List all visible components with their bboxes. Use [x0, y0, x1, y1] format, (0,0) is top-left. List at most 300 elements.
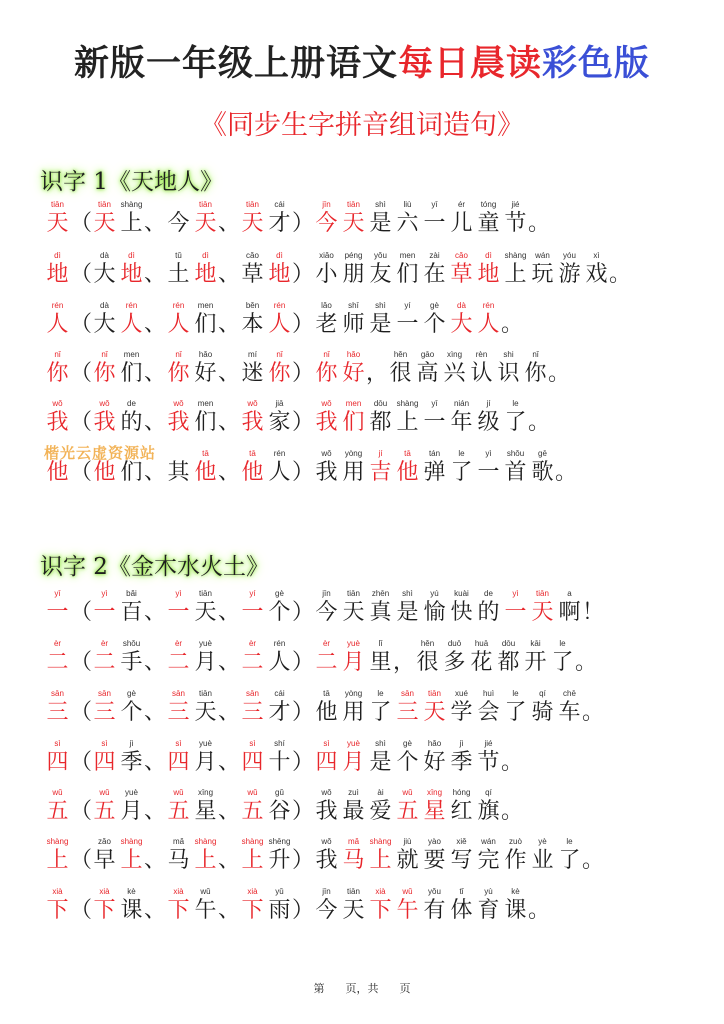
pinyin-label: yí [249, 589, 256, 598]
pinyin-label: rén [125, 301, 138, 310]
target-char [44, 788, 71, 826]
example-sentence [313, 689, 603, 727]
hanzi-char: ） [292, 750, 315, 775]
separator [145, 639, 165, 677]
hanzi-char: 六 [396, 211, 419, 236]
open-paren [71, 689, 91, 727]
hanzi-with-pinyin [266, 837, 293, 875]
hanzi-with-pinyin [165, 788, 192, 826]
target-char [44, 589, 71, 627]
hanzi-char: ， [393, 650, 416, 675]
pinyin-label: xià [99, 887, 110, 896]
punctuation [293, 350, 313, 388]
example-sentence [313, 251, 630, 289]
title-part-black: 新版一年级上册语文 [73, 44, 398, 84]
hanzi-with-pinyin [192, 837, 219, 875]
close-paren [293, 251, 313, 289]
section-heading: 识字 2《金木水火土》 [40, 554, 269, 580]
hanzi-char: 一 [396, 312, 419, 337]
hanzi-char: （ [70, 799, 93, 824]
pinyin-label: sì [249, 739, 256, 748]
pinyin-label: huì [482, 689, 495, 698]
pinyin-label: rén [273, 639, 286, 648]
hanzi-char: 百 [120, 600, 143, 625]
pinyin-label: jiù [403, 837, 412, 846]
pinyin-label: tóng [480, 200, 497, 209]
hanzi-char: 兴 [443, 361, 466, 386]
hanzi-with-pinyin [165, 200, 192, 238]
hanzi-char: 、 [144, 410, 167, 435]
pinyin-label: wǒ [321, 399, 332, 408]
word-3 [239, 449, 293, 487]
hanzi-char: 、 [144, 650, 167, 675]
pinyin-label: tiān [347, 200, 360, 209]
word-1 [91, 639, 145, 677]
target-char [44, 837, 71, 875]
hanzi-with-pinyin [387, 350, 414, 388]
hanzi-with-pinyin [495, 639, 522, 677]
hanzi-char: 下 [46, 898, 69, 923]
pinyin-label: a [567, 589, 572, 598]
hanzi-with-pinyin [91, 639, 118, 677]
hanzi-char: 天 [531, 600, 554, 625]
hanzi-with-pinyin [340, 689, 367, 727]
hanzi-char: 天 [423, 700, 446, 725]
hanzi-char: 就 [396, 848, 419, 873]
punctuation [219, 251, 239, 289]
hanzi-with-pinyin [448, 301, 475, 339]
separator [219, 399, 239, 437]
pinyin-label: shàng [120, 837, 143, 846]
pinyin-label: tiān [199, 689, 212, 698]
hanzi-with-pinyin [44, 837, 71, 875]
pinyin-label: men [345, 399, 362, 408]
hanzi-with-pinyin [118, 837, 145, 875]
hanzi-with-pinyin [421, 589, 448, 627]
punctuation [529, 200, 549, 238]
hanzi-with-pinyin [367, 837, 394, 875]
hanzi-char: ） [292, 361, 315, 386]
hanzi-char: 上 [504, 262, 527, 287]
hanzi-with-pinyin [192, 887, 219, 925]
page-title [0, 36, 724, 86]
punctuation [71, 689, 91, 727]
hanzi-char: 午 [396, 898, 419, 923]
hanzi-char: 我 [241, 410, 264, 435]
punctuation [145, 301, 165, 339]
hanzi-char: 。 [501, 312, 524, 337]
hanzi-char: 我 [167, 410, 190, 435]
pinyin-label: wǒ [321, 788, 332, 797]
hanzi-with-pinyin [118, 887, 145, 925]
hanzi-char: 我 [315, 460, 338, 485]
pinyin-label: jí [486, 399, 491, 408]
hanzi-char: ） [292, 650, 315, 675]
hanzi-char: 、 [218, 211, 241, 236]
punctuation [71, 200, 91, 238]
open-paren [71, 399, 91, 437]
separator [219, 788, 239, 826]
hanzi-char: 迷 [241, 361, 264, 386]
pinyin-label: le [458, 449, 465, 458]
hanzi-with-pinyin [475, 887, 502, 925]
hanzi-char: 红 [450, 799, 473, 824]
hanzi-char: 季 [120, 750, 143, 775]
hanzi-char: 爱 [369, 799, 392, 824]
pinyin-label: shēng [268, 837, 291, 846]
hanzi-char: 大 [93, 312, 116, 337]
pinyin-label: ài [377, 788, 384, 797]
hanzi-with-pinyin [529, 449, 556, 487]
punctuation [219, 887, 239, 925]
hanzi-char: 游 [558, 262, 581, 287]
hanzi-with-pinyin [421, 251, 448, 289]
word-1 [91, 837, 145, 875]
word-1 [91, 251, 145, 289]
open-paren [71, 200, 91, 238]
hanzi-char: 。 [582, 700, 605, 725]
pinyin-label: shàng [194, 837, 217, 846]
hanzi-with-pinyin [394, 739, 421, 777]
hanzi-char: 玩 [531, 262, 554, 287]
hanzi-with-pinyin [340, 788, 367, 826]
hanzi-with-pinyin [529, 251, 556, 289]
pinyin-label: tǐ [459, 887, 464, 896]
vocab-row [44, 735, 522, 777]
hanzi-with-pinyin [165, 589, 192, 627]
target-char [44, 350, 71, 388]
hanzi-with-pinyin [367, 639, 394, 677]
hanzi-with-pinyin [340, 837, 367, 875]
hanzi-with-pinyin [192, 449, 219, 487]
pinyin-label: zǎo [98, 837, 111, 846]
punctuation [71, 788, 91, 826]
pinyin-label: yī [431, 399, 438, 408]
punctuation [293, 887, 313, 925]
hanzi-char: 你 [46, 361, 69, 386]
punctuation [145, 589, 165, 627]
hanzi-char: 上 [46, 848, 69, 873]
word-1 [91, 689, 145, 727]
hanzi-char: 地 [120, 262, 143, 287]
hanzi-with-pinyin [340, 589, 367, 627]
punctuation [219, 200, 239, 238]
hanzi-with-pinyin [394, 399, 421, 437]
pinyin-label: èr [174, 639, 183, 648]
pinyin-label: rén [172, 301, 185, 310]
hanzi-with-pinyin [91, 399, 118, 437]
hanzi-char: 。 [582, 848, 605, 873]
punctuation [367, 350, 387, 388]
pinyin-label: sì [54, 739, 61, 748]
separator [145, 837, 165, 875]
hanzi-with-pinyin [340, 739, 367, 777]
pinyin-label: kāi [530, 639, 541, 648]
hanzi-char: 上 [194, 848, 217, 873]
pinyin-label: jí [378, 449, 383, 458]
hanzi-char: 、 [144, 750, 167, 775]
pinyin-label: xià [375, 887, 386, 896]
separator [219, 200, 239, 238]
word-3 [239, 200, 293, 238]
pinyin-label: xué [455, 689, 468, 698]
punctuation [145, 739, 165, 777]
hanzi-with-pinyin [118, 251, 145, 289]
punctuation [293, 639, 313, 677]
hanzi-with-pinyin [394, 788, 421, 826]
pinyin-label: tán [428, 449, 441, 458]
hanzi-char: 季 [450, 750, 473, 775]
hanzi-with-pinyin [367, 200, 394, 238]
hanzi-with-pinyin [583, 251, 610, 289]
pinyin-label: zài [429, 251, 440, 260]
hanzi-char: ） [292, 898, 315, 923]
hanzi-char: 是 [369, 211, 392, 236]
vocab-row [44, 685, 603, 727]
punctuation [583, 689, 603, 727]
hanzi-char: 人 [268, 312, 291, 337]
pinyin-label: xiě [456, 837, 467, 846]
pinyin-label: yòng [344, 689, 363, 698]
pinyin-label: yī [431, 200, 438, 209]
hanzi-char: 儿 [450, 211, 473, 236]
punctuation [219, 301, 239, 339]
punctuation [502, 739, 522, 777]
punctuation [293, 837, 313, 875]
pinyin-label: gè [275, 589, 284, 598]
vocab-row [44, 297, 522, 339]
hanzi-char: 啊 [558, 600, 581, 625]
hanzi-char: 们 [194, 410, 217, 435]
page-subtitle: 《同步生字拼音组词造句》 [200, 110, 524, 141]
hanzi-char: （ [70, 848, 93, 873]
hanzi-char: 、 [218, 750, 241, 775]
hanzi-with-pinyin [44, 589, 71, 627]
hanzi-char: 二 [167, 650, 190, 675]
hanzi-with-pinyin [239, 639, 266, 677]
hanzi-char: 人 [120, 312, 143, 337]
pinyin-label: yì [485, 449, 492, 458]
hanzi-with-pinyin [91, 837, 118, 875]
pinyin-label: tiān [199, 200, 212, 209]
hanzi-char: 骑 [531, 700, 554, 725]
separator [145, 689, 165, 727]
pinyin-label: jié [484, 739, 493, 748]
hanzi-char: 你 [524, 361, 547, 386]
hanzi-char: 下 [241, 898, 264, 923]
hanzi-char: 下 [369, 898, 392, 923]
pinyin-label: èr [100, 639, 109, 648]
hanzi-char: 都 [497, 650, 520, 675]
hanzi-with-pinyin [475, 837, 502, 875]
hanzi-with-pinyin [394, 449, 421, 487]
hanzi-with-pinyin [556, 689, 583, 727]
open-paren [71, 739, 91, 777]
pinyin-label: jì [129, 739, 134, 748]
hanzi-with-pinyin [91, 589, 118, 627]
hanzi-char: 、 [144, 361, 167, 386]
pinyin-label: rèn [475, 350, 488, 359]
example-sentence [313, 399, 549, 437]
pinyin-label: xì [593, 251, 600, 260]
pinyin-label: sān [246, 689, 259, 698]
pinyin-label: yú [430, 589, 439, 598]
hanzi-char: ） [292, 211, 315, 236]
pinyin-label: mǎ [347, 837, 360, 846]
pinyin-label: bǎi [126, 589, 137, 598]
hanzi-char: 、 [218, 600, 241, 625]
word-2 [165, 449, 219, 487]
hanzi-char: 、 [144, 600, 167, 625]
hanzi-with-pinyin [502, 589, 529, 627]
hanzi-with-pinyin [266, 301, 293, 339]
pinyin-label: kuài [454, 589, 469, 598]
punctuation [71, 739, 91, 777]
hanzi-char: 四 [241, 750, 264, 775]
separator [145, 887, 165, 925]
pinyin-label: wǒ [321, 837, 332, 846]
hanzi-with-pinyin [91, 350, 118, 388]
hanzi-char: （ [70, 361, 93, 386]
hanzi-char: 一 [423, 410, 446, 435]
hanzi-char: 、 [144, 700, 167, 725]
hanzi-char: ） [292, 799, 315, 824]
pinyin-label: tā [323, 689, 330, 698]
pinyin-label: le [566, 837, 573, 846]
hanzi-char: 他 [194, 460, 217, 485]
hanzi-char: （ [70, 211, 93, 236]
hanzi-char: 你 [93, 361, 116, 386]
pinyin-label: shàng [241, 837, 264, 846]
pinyin-label: tǔ [175, 251, 182, 260]
word-1 [91, 788, 145, 826]
pinyin-label: le [559, 639, 566, 648]
hanzi-with-pinyin [165, 399, 192, 437]
word-1 [91, 739, 145, 777]
hanzi-char: 上 [369, 848, 392, 873]
hanzi-with-pinyin [266, 251, 293, 289]
close-paren [293, 449, 313, 487]
pinyin-label: sān [401, 689, 414, 698]
hanzi-with-pinyin [165, 301, 192, 339]
hanzi-char: 节 [477, 750, 500, 775]
punctuation [145, 639, 165, 677]
close-paren [293, 887, 313, 925]
pinyin-label: nǐ [54, 350, 61, 359]
pinyin-label: hěn [393, 350, 408, 359]
pinyin-label: qí [539, 689, 546, 698]
hanzi-char: 雨 [268, 898, 291, 923]
close-paren [293, 689, 313, 727]
hanzi-char: 他 [241, 460, 264, 485]
hanzi-char: 认 [470, 361, 493, 386]
hanzi-char: 地 [477, 262, 500, 287]
hanzi-with-pinyin [421, 399, 448, 437]
hanzi-with-pinyin [313, 639, 340, 677]
punctuation [219, 449, 239, 487]
punctuation [293, 689, 313, 727]
hanzi-with-pinyin [239, 301, 266, 339]
separator [219, 639, 239, 677]
word-2 [165, 739, 219, 777]
hanzi-char: 。 [609, 262, 632, 287]
pinyin-label: wǔ [200, 887, 211, 896]
pinyin-label: xīng [197, 788, 214, 797]
punctuation [145, 837, 165, 875]
hanzi-with-pinyin [44, 689, 71, 727]
hanzi-char: 今 [315, 898, 338, 923]
hanzi-char: 、 [218, 650, 241, 675]
hanzi-char: 下 [93, 898, 116, 923]
hanzi-char: 车 [558, 700, 581, 725]
hanzi-with-pinyin [313, 689, 340, 727]
hanzi-char: 弹 [423, 460, 446, 485]
hanzi-char: 大 [450, 312, 473, 337]
hanzi-char: 有 [423, 898, 446, 923]
pinyin-label: yè [538, 837, 547, 846]
hanzi-char: 会 [477, 700, 500, 725]
open-paren [71, 887, 91, 925]
hanzi-char: 二 [241, 650, 264, 675]
pinyin-label: men [399, 251, 416, 260]
punctuation [145, 350, 165, 388]
hanzi-char: 。 [548, 361, 571, 386]
hanzi-with-pinyin [165, 251, 192, 289]
hanzi-with-pinyin [522, 350, 549, 388]
hanzi-with-pinyin [556, 251, 583, 289]
punctuation [219, 689, 239, 727]
hanzi-char: ） [292, 410, 315, 435]
punctuation [502, 301, 522, 339]
hanzi-with-pinyin [44, 399, 71, 437]
word-1 [91, 887, 145, 925]
hanzi-char: ） [292, 262, 315, 287]
hanzi-char: 课 [120, 898, 143, 923]
hanzi-char: 升 [268, 848, 291, 873]
pinyin-label: wǒ [321, 449, 332, 458]
hanzi-char: 你 [268, 361, 291, 386]
hanzi-char: 师 [342, 312, 365, 337]
hanzi-char: 一 [46, 600, 69, 625]
open-paren [71, 251, 91, 289]
hanzi-char: 。 [501, 750, 524, 775]
word-3 [239, 301, 293, 339]
hanzi-with-pinyin [367, 589, 394, 627]
word-1 [91, 399, 145, 437]
pinyin-label: rén [273, 449, 286, 458]
pinyin-label: lǎo [321, 301, 332, 310]
hanzi-with-pinyin [340, 301, 367, 339]
punctuation [219, 399, 239, 437]
hanzi-char: 、 [144, 211, 167, 236]
word-2 [165, 251, 219, 289]
pinyin-label: dì [54, 251, 61, 260]
hanzi-char: 旗 [477, 799, 500, 824]
hanzi-with-pinyin [266, 200, 293, 238]
pinyin-label: tā [404, 449, 411, 458]
pinyin-label: xià [52, 887, 63, 896]
word-3 [239, 837, 293, 875]
pinyin-label: wǒ [99, 399, 110, 408]
hanzi-char: 个 [423, 312, 446, 337]
hanzi-char: 一 [93, 600, 116, 625]
hanzi-with-pinyin [165, 887, 192, 925]
pinyin-label: yóu [563, 251, 576, 260]
pinyin-label: shí [274, 739, 285, 748]
hanzi-with-pinyin [448, 449, 475, 487]
hanzi-char: 五 [396, 799, 419, 824]
hanzi-with-pinyin [394, 251, 421, 289]
